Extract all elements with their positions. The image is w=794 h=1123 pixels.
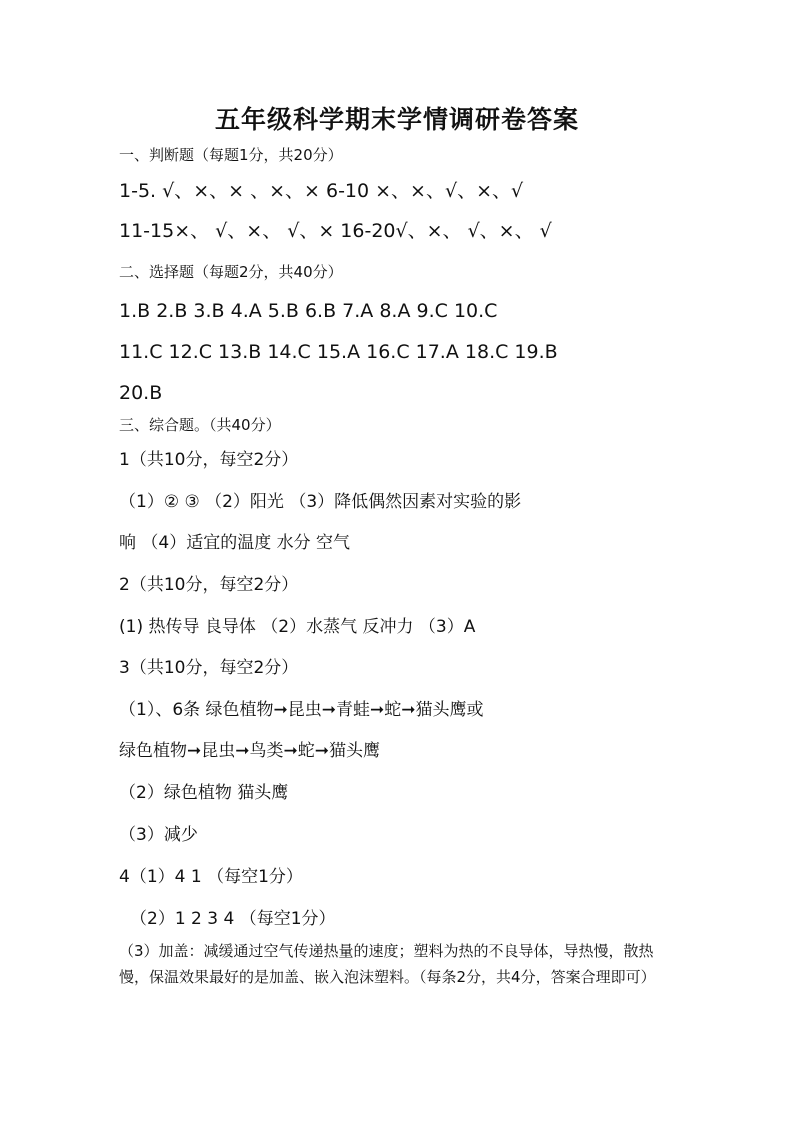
q1-line-2: 响 （4）适宜的温度 水分 空气 [119,533,351,553]
section3-heading: 三、综合题。（共40分） [119,416,281,434]
q2-line-1: (1) 热传导 良导体 （2）水蒸气 反冲力 （3）A [119,617,476,637]
q3-line-3: （2）绿色植物 猫头鹰 [119,783,289,803]
q4-line-2: （2）1 2 3 4 （每空1分） [130,909,336,929]
q1-heading: 1（共10分，每空2分） [119,450,299,470]
section2-line-3: 20.B [119,382,163,404]
q2-heading: 2（共10分，每空2分） [119,575,299,595]
section2-line-1: 1.B 2.B 3.B 4.A 5.B 6.B 7.A 8.A 9.C 10.C [119,300,498,322]
page-title: 五年级科学期末学情调研卷答案 [214,105,579,134]
section2-heading: 二、选择题（每题2分，共40分） [119,263,343,281]
q3-heading: 3（共10分，每空2分） [119,658,299,678]
q1-line-1: （1）② ③ （2）阳光 （3）降低偶然因素对实验的影 [119,492,522,512]
q3-line-4: （3）减少 [119,825,198,845]
section1-line-2: 11-15×、 √、×、 √、× 16-20√、×、 √、×、 √ [119,220,552,242]
q4-line-3: （3）加盖：减缓通过空气传递热量的速度；塑料为热的不良导体，导热慢，散热慢，保温效果最好的是加盖、嵌入泡沫塑料。（每条2分，共4分，答案合理即可） [119,942,656,986]
q4-line-1: 4（1）4 1 （每空1分） [119,867,303,887]
q3-line-2: 绿色植物➞昆虫➞鸟类➞蛇➞猫头鹰 [119,741,380,761]
section1-heading: 一、判断题（每题1分，共20分） [119,146,343,164]
q3-line-1: （1）、6条 绿色植物➞昆虫➞青蛙➞蛇➞猫头鹰或 [119,700,484,720]
section1-line-1: 1-5. √、×、× 、×、× 6-10 ×、×、√、×、√ [119,180,524,202]
section2-line-2: 11.C 12.C 13.B 14.C 15.A 16.C 17.A 18.C 19.B [119,341,558,363]
